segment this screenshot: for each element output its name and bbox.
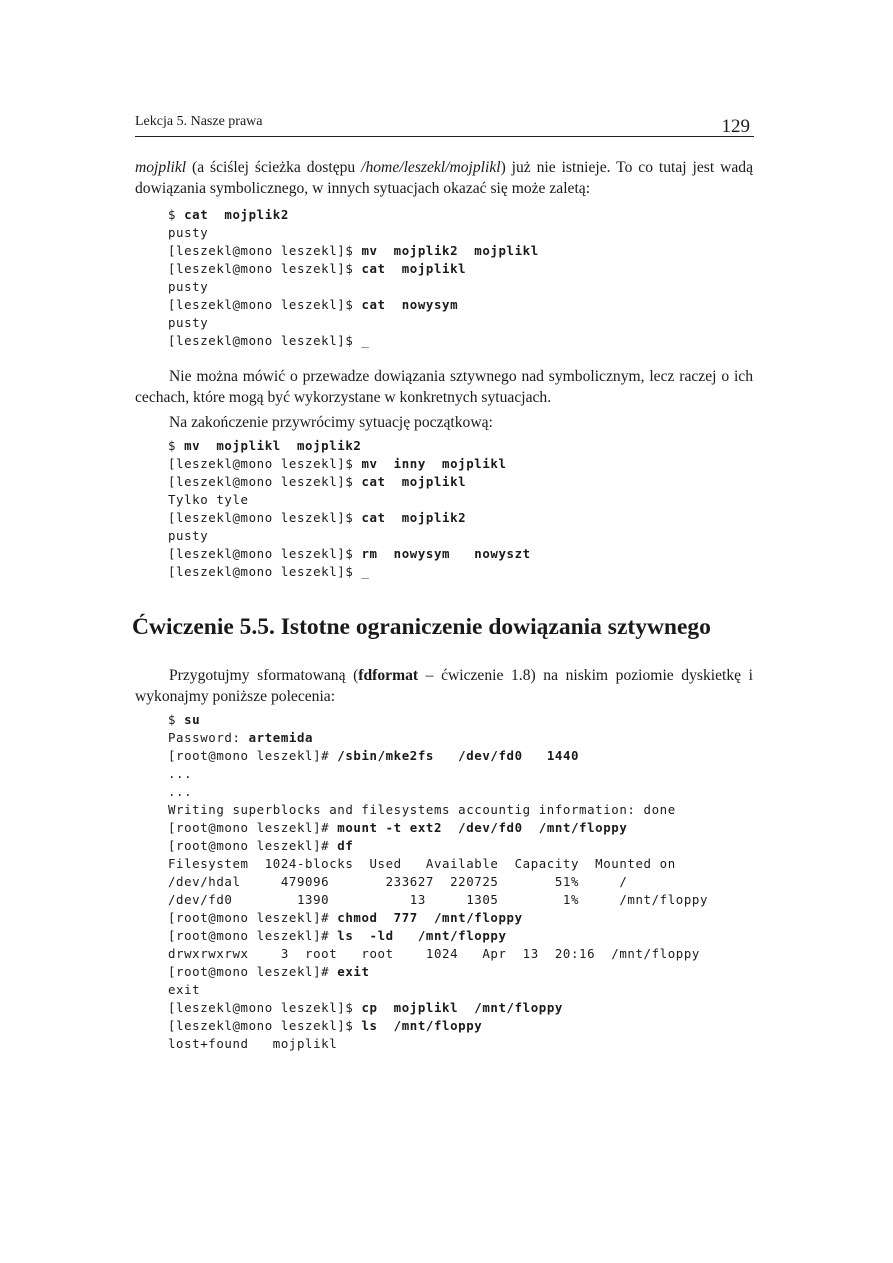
code-line <box>168 1017 708 1035</box>
code-listing-2 <box>168 437 531 581</box>
code-command: cat mojplik2 <box>184 207 289 222</box>
code-output: [leszekl@mono leszekl]$ <box>168 1000 362 1015</box>
code-output: [leszekl@mono leszekl]$ <box>168 297 362 312</box>
code-line <box>168 801 708 819</box>
code-command: cp mojplikl /mnt/floppy <box>361 1000 563 1015</box>
code-output: Writing superblocks and filesystems accountig information: done <box>168 802 676 817</box>
code-output: pusty <box>168 225 209 240</box>
code-line <box>168 455 531 473</box>
code-line <box>168 747 708 765</box>
code-output: [leszekl@mono leszekl]$ <box>168 261 362 276</box>
code-output: Password: <box>168 730 249 745</box>
code-line <box>168 242 539 260</box>
code-command: mv mojplik2 mojplikl <box>361 243 539 258</box>
code-line <box>168 729 708 747</box>
code-command: ls /mnt/floppy <box>361 1018 483 1033</box>
code-output: [leszekl@mono leszekl]$ <box>168 456 362 471</box>
code-command: cat mojplik2 <box>361 510 467 525</box>
code-output: [leszekl@mono leszekl]$ _ <box>168 564 370 579</box>
command-name-bold: fdformat <box>358 667 419 684</box>
running-header-title: Lekcja 5. Nasze prawa <box>135 114 263 129</box>
code-listing-3 <box>168 711 708 1053</box>
code-line <box>168 332 539 350</box>
code-output: [leszekl@mono leszekl]$ <box>168 546 362 561</box>
code-line <box>168 999 708 1017</box>
code-line <box>168 509 531 527</box>
code-command: ls -ld /mnt/floppy <box>337 928 507 943</box>
code-command: cat nowysym <box>361 297 459 312</box>
code-line <box>168 314 539 332</box>
code-output: $ <box>168 207 185 222</box>
code-output: $ <box>168 438 185 453</box>
code-command: mount -t ext2 /dev/fd0 /mnt/floppy <box>337 820 628 835</box>
path-italic: /home/leszekl/mojplikl <box>361 159 501 176</box>
code-line <box>168 981 708 999</box>
code-line <box>168 206 539 224</box>
code-command: cat mojplikl <box>361 474 467 489</box>
text-run: ) już nie istnieje. To co tutaj jest wadą dowiązania symbolicznego, w innych sytuacjach okazać się może zaletą: <box>135 159 753 197</box>
code-output: ... <box>168 784 193 799</box>
code-output: [root@mono leszekl]# <box>168 820 338 835</box>
page-header <box>135 112 754 140</box>
code-line <box>168 278 539 296</box>
filename-italic: mojplikl <box>135 159 187 176</box>
text-run: – ćwiczenie 1.8) na niskim poziomie dyskietkę i wykonajmy poniższe polecenia: <box>135 667 753 705</box>
code-line <box>168 765 708 783</box>
code-output: pusty <box>168 315 209 330</box>
code-output: pusty <box>168 279 209 294</box>
paragraph-exercise-intro <box>135 665 753 707</box>
code-line <box>168 260 539 278</box>
code-output: [root@mono leszekl]# <box>168 928 338 943</box>
code-output: ... <box>168 766 193 781</box>
code-line <box>168 945 708 963</box>
code-output: exit <box>168 982 201 997</box>
code-command: mv mojplikl mojplik2 <box>184 438 362 453</box>
code-line <box>168 873 708 891</box>
paragraph-comparison: Nie można mówić o przewadze dowiązania sztywnego nad symbolicznym, lecz raczej o ich cechach, które mogą być wykorzystane w konkretnych sytuacjach. <box>135 368 753 406</box>
code-listing-1 <box>168 206 539 350</box>
code-line <box>168 927 708 945</box>
code-output: /dev/fd0 1390 13 1305 1% /mnt/floppy <box>168 892 709 907</box>
code-line <box>168 711 708 729</box>
text-run: (a ściślej ścieżka dostępu <box>186 159 362 176</box>
code-output: drwxrwxrwx 3 root root 1024 Apr 13 20:16 /mnt/floppy <box>168 946 700 961</box>
code-output: lost+found mojplikl <box>168 1036 338 1051</box>
code-command: exit <box>337 964 370 979</box>
code-output: [root@mono leszekl]# <box>168 964 338 979</box>
code-line <box>168 473 531 491</box>
code-command: df <box>337 838 354 853</box>
code-command: rm nowysym nowyszt <box>361 546 531 561</box>
code-output: $ <box>168 712 185 727</box>
code-output: /dev/hdal 479096 233627 220725 51% / <box>168 874 628 889</box>
code-line <box>168 545 531 563</box>
code-line <box>168 783 708 801</box>
code-command: cat mojplikl <box>361 261 467 276</box>
code-line <box>168 909 708 927</box>
exercise-heading: Ćwiczenie 5.5. Istotne ograniczenie dowiązania sztywnego <box>132 614 711 640</box>
code-output: pusty <box>168 528 209 543</box>
code-line <box>168 527 531 545</box>
code-line <box>168 1035 708 1053</box>
code-line <box>168 819 708 837</box>
page-number: 129 <box>721 116 750 137</box>
code-output: Filesystem 1024-blocks Used Available Capacity Mounted on <box>168 856 676 871</box>
code-command: chmod 777 /mnt/floppy <box>337 910 523 925</box>
code-output: [root@mono leszekl]# <box>168 838 338 853</box>
code-command: su <box>184 712 201 727</box>
code-line <box>168 963 708 981</box>
header-rule <box>135 136 754 137</box>
code-output: [leszekl@mono leszekl]$ <box>168 1018 362 1033</box>
code-command: mv inny mojplikl <box>361 456 507 471</box>
code-line <box>168 296 539 314</box>
code-line <box>168 224 539 242</box>
code-line <box>168 855 708 873</box>
code-output: [leszekl@mono leszekl]$ <box>168 474 362 489</box>
code-line <box>168 891 708 909</box>
code-line <box>168 563 531 581</box>
code-line <box>168 491 531 509</box>
paragraph-symlink-note <box>135 157 753 199</box>
code-line <box>168 437 531 455</box>
code-output: [leszekl@mono leszekl]$ <box>168 510 362 525</box>
code-command: /sbin/mke2fs /dev/fd0 1440 <box>337 748 580 763</box>
code-command: artemida <box>248 730 314 745</box>
paragraph-restore: Na zakończenie przywrócimy sytuację początkową: <box>169 414 493 431</box>
text-run: Przygotujmy sformatowaną ( <box>169 667 359 684</box>
code-line <box>168 837 708 855</box>
code-output: [root@mono leszekl]# <box>168 748 338 763</box>
code-output: [leszekl@mono leszekl]$ <box>168 243 362 258</box>
code-output: Tylko tyle <box>168 492 249 507</box>
code-output: [leszekl@mono leszekl]$ _ <box>168 333 370 348</box>
code-output: [root@mono leszekl]# <box>168 910 338 925</box>
